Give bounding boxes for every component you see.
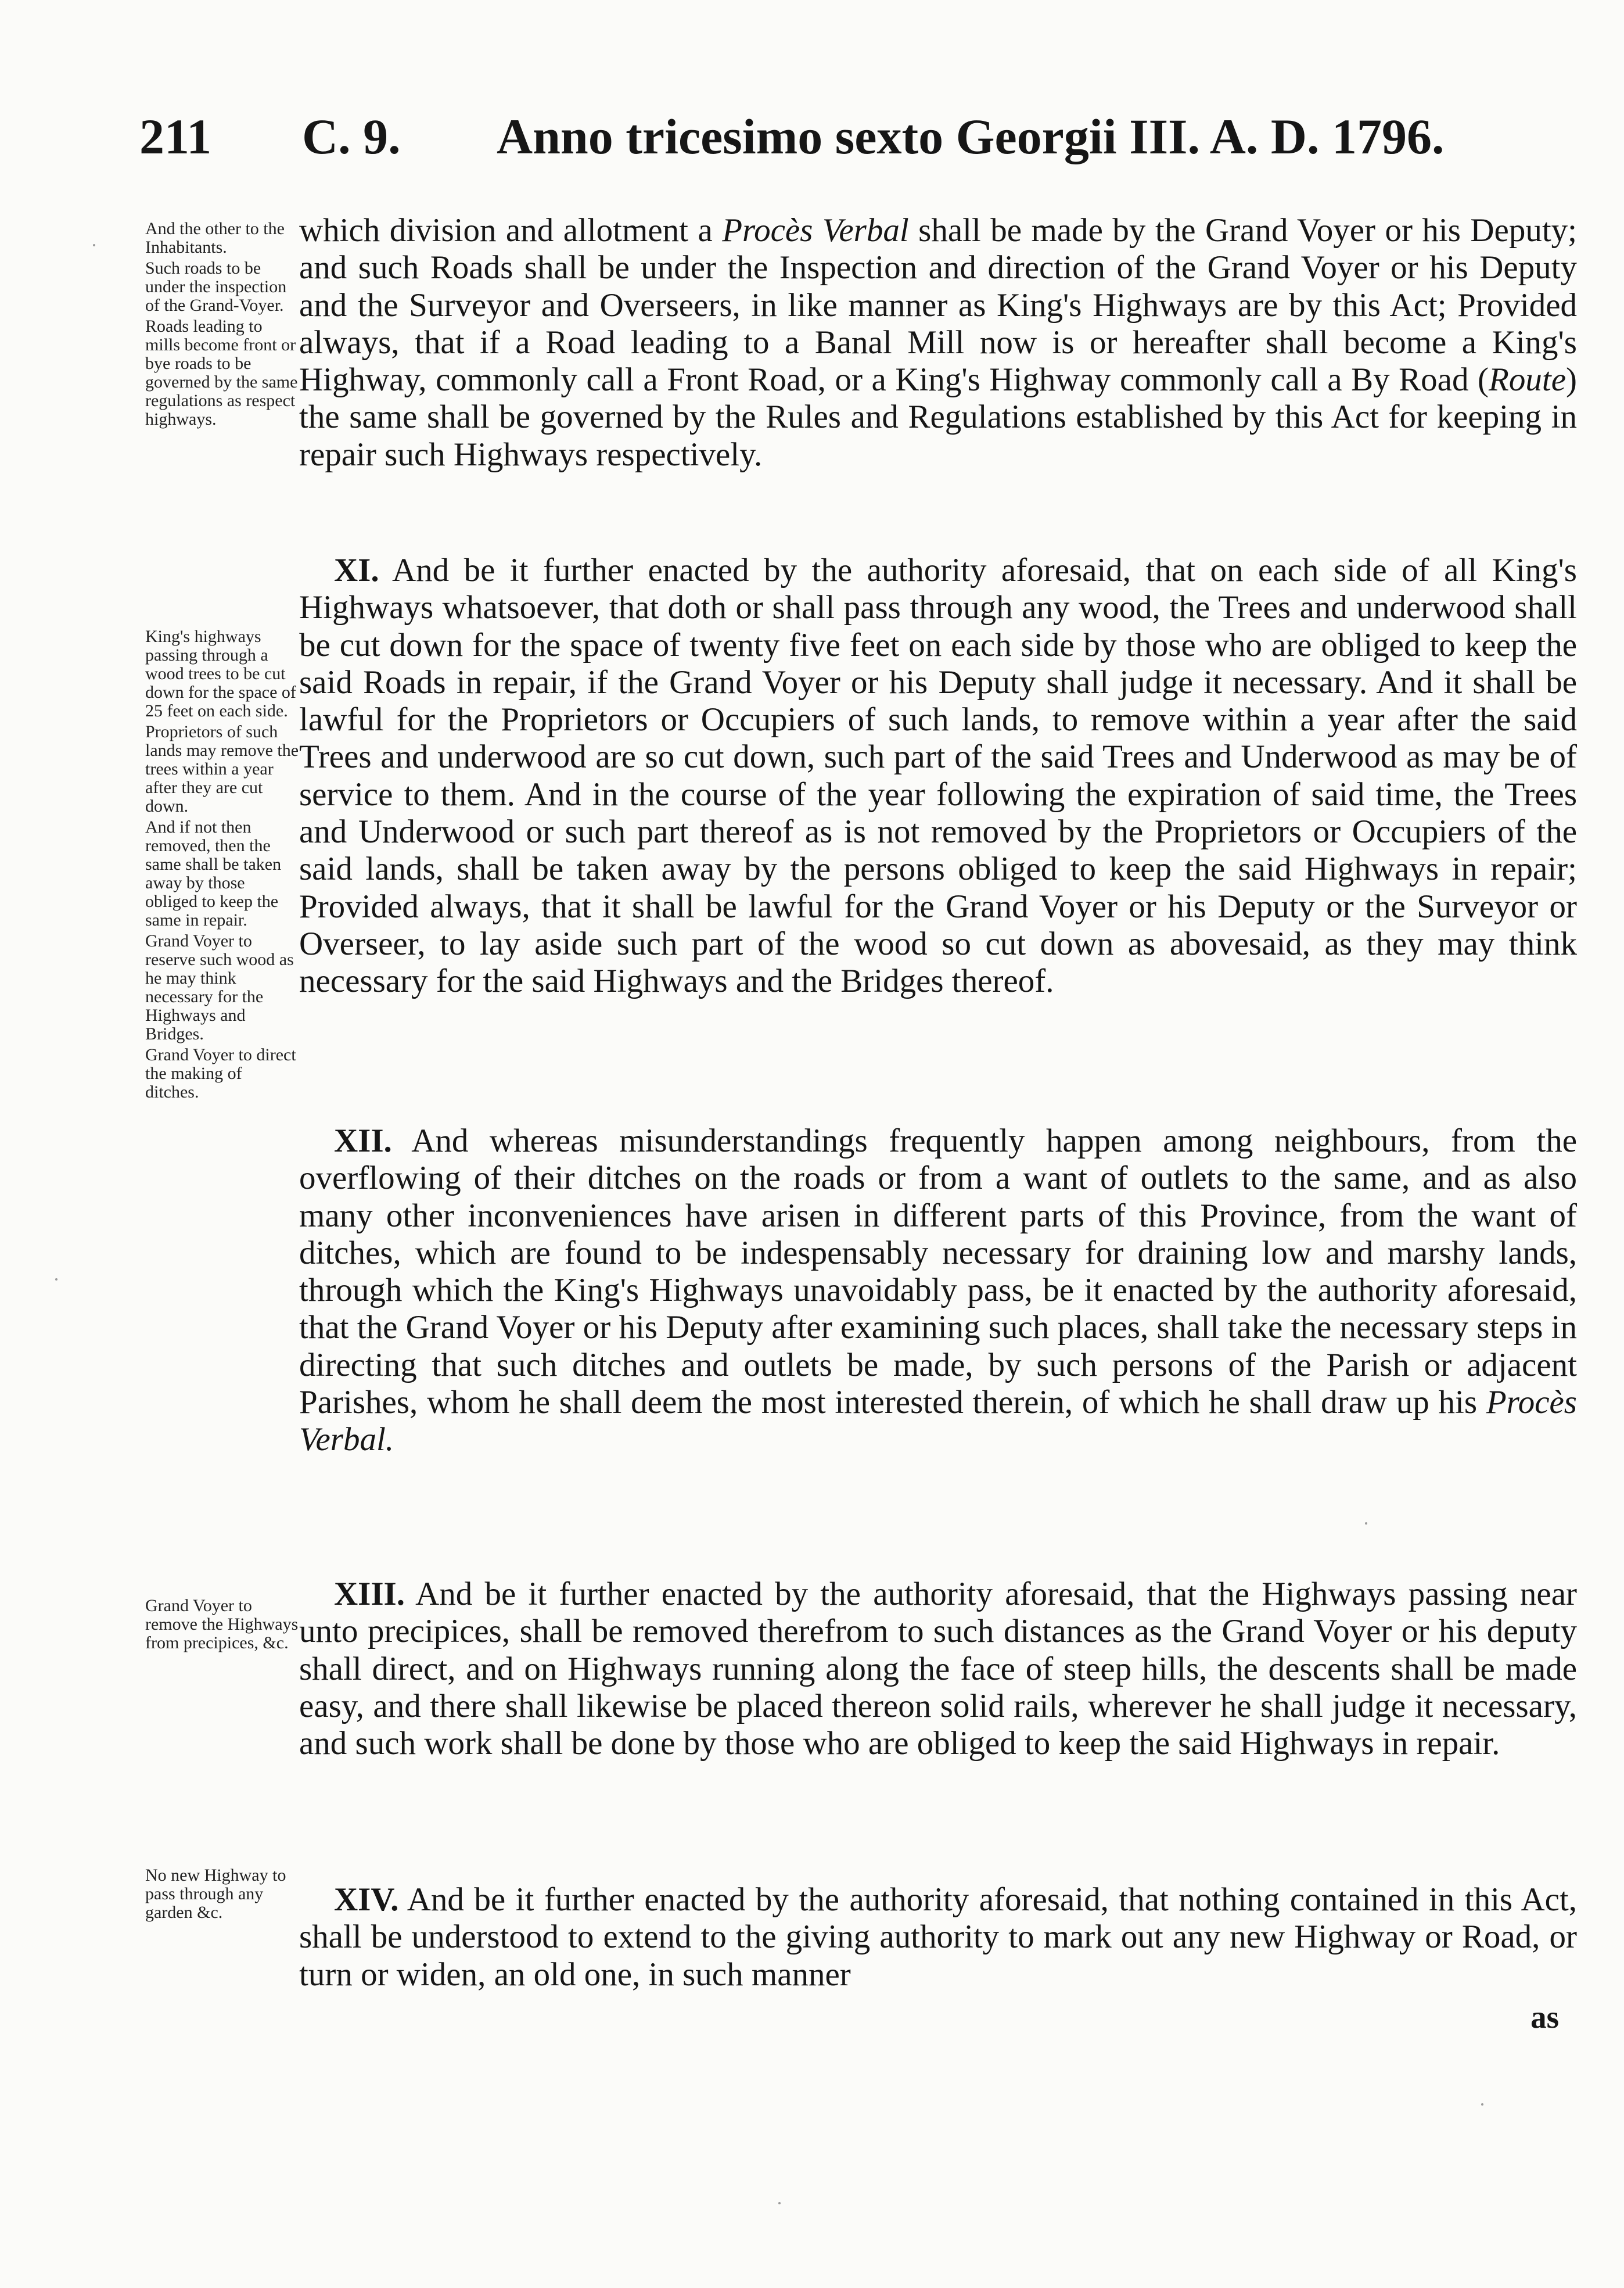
paragraph-text: which division and allotment a xyxy=(299,212,723,249)
sidenote-precipices xyxy=(145,1597,299,1655)
sidenote-text: Grand Voyer to remove the Highways from precipices, &c. xyxy=(145,1596,299,1652)
page-number: 211 xyxy=(139,109,212,164)
chapter-number: C. 9. xyxy=(302,109,401,164)
sidenote-text: King's highways passing through a wood trees to be cut down for the space of 25 feet on each side. xyxy=(145,627,296,720)
sidenote-text: Such roads to be under the inspection of the Grand-Voyer. xyxy=(145,259,287,315)
sidenote-text: Proprietors of such lands may remove the trees within a year after they are cut down. xyxy=(145,722,299,816)
italic-term: Procès Verbal. xyxy=(299,1384,1577,1458)
sidenote-text: No new Highway to pass through any garden &c. xyxy=(145,1866,286,1922)
paragraph-continued xyxy=(299,212,1577,474)
scan-speck xyxy=(93,244,95,246)
paragraph-text: And be it further enacted by the authority aforesaid, that the Highways passing near unto precipices, shall be removed therefrom to such distances as the Grand Voyer or his deputy shall direct, and on Highways running along the face of steep hills, the descents shall be made easy, and there shall likewise be placed thereon solid rails, wherever he shall judge it necessary, and such work shall be done by those who are obliged to keep the said Highways in repair. xyxy=(299,1576,1577,1762)
sidenote-text: Roads leading to mills become front or bye roads to be governed by the same regulations as respect highways. xyxy=(145,317,298,429)
paragraph-text: ) the same shall be governed by the Rules and Regulations established by this Act for keeping in repair such Highways respectively. xyxy=(299,361,1577,473)
scan-speck xyxy=(778,2202,781,2204)
scan-speck xyxy=(1365,1522,1367,1525)
sidenote-trees xyxy=(145,627,299,1104)
section-number: XI. xyxy=(334,552,379,589)
section-number: XII. xyxy=(334,1123,392,1159)
section-number: XIII. xyxy=(334,1576,405,1612)
italic-term: Procès Verbal xyxy=(722,212,909,249)
section-xii xyxy=(299,1123,1577,1459)
italic-term: Route xyxy=(1489,361,1566,399)
running-header xyxy=(139,107,1586,177)
sidenote-text: And if not then removed, then the same shall be taken away by those obliged to keep the same in repair. xyxy=(145,817,282,930)
catchword: as xyxy=(1530,1999,1559,2035)
sidenote-text: And the other to the Inhabitants. xyxy=(145,219,285,257)
paragraph-text: shall be made by the Grand Voyer or his Deputy; and such Roads shall be under the Inspection and direction of the Grand Voyer or his Deputy and the Surveyor and Overseers, in like manner as King's Highways are by this Act; Provided always, that if a Road leading to a Banal Mill now is or hereafter shall become a King's Highway, commonly call a Front Road, or a King's Highway commonly call a By Road ( xyxy=(299,212,1578,399)
paragraph-text: And be it further enacted by the authority aforesaid, that on each side of all King's Highways whatsoever, that doth or shall pass through any wood, the Trees and underwood shall be cut down for the space of twenty five feet on each side by those who are obliged to keep the said Roads in repair, if the Grand Voyer or his Deputy shall judge it necessary. And it shall be lawful for the Proprietors or Occupiers of such lands, to remove within a year after the said Trees and underwood are so cut down, such part of the said Trees and Underwood as may be of service to them. And in the course of the year following the expiration of said time, the Trees and Underwood or such part thereof as is not removed by the Proprietors or Occupiers of the said lands, shall be taken away by the persons obliged to keep the said Highways in repair; Provided always, that it shall be lawful for the Grand Voyer or his Deputy or the Surveyor or Overseer, to lay aside such part of the wood so cut down as abovesaid, as they may think necessary for the said Highways and the Bridges thereof. xyxy=(299,552,1577,1000)
paragraph-text: And be it further enacted by the authority aforesaid, that nothing contained in this Act, shall be understood to extend to the giving authority to mark out any new Highway or Road, or turn or widen, an old one, in such manner xyxy=(299,1881,1577,1993)
act-title: Anno tricesimo sexto Georgii III. A. D. 1796. xyxy=(497,109,1445,164)
section-number: XIV. xyxy=(334,1881,399,1918)
sidenote-gardens xyxy=(145,1866,299,1924)
section-xi xyxy=(299,552,1577,1000)
paragraph-text: And whereas misunderstandings frequently happen among neighbours, from the overflowing of their ditches on the roads or from a want of outlets to the same, and as also many other inconveniences have arisen in different parts of this Province, from the want of ditches, which are found to be indespensably necessary for draining low and marshy lands, through which the King's Highways unavoidably pass, be it enacted by the authority aforesaid, that the Grand Voyer or his Deputy after examining such places, shall take the necessary steps in directing that such ditches and outlets be made, by such persons of the Parish or adjacent Parishes, whom he shall deem the most interested therein, of which he shall draw up his xyxy=(299,1123,1577,1421)
sidenote-text: Grand Voyer to reserve such wood as he may think necessary for the Highways and Bridges. xyxy=(145,931,294,1043)
section-xiii xyxy=(299,1576,1577,1762)
sidenote-text: Grand Voyer to direct the making of ditches. xyxy=(145,1045,296,1102)
scan-speck xyxy=(1481,2103,1483,2106)
section-xiv xyxy=(299,1881,1577,1993)
sidenote-inhabitants xyxy=(145,220,299,431)
scan-speck xyxy=(55,1278,58,1281)
